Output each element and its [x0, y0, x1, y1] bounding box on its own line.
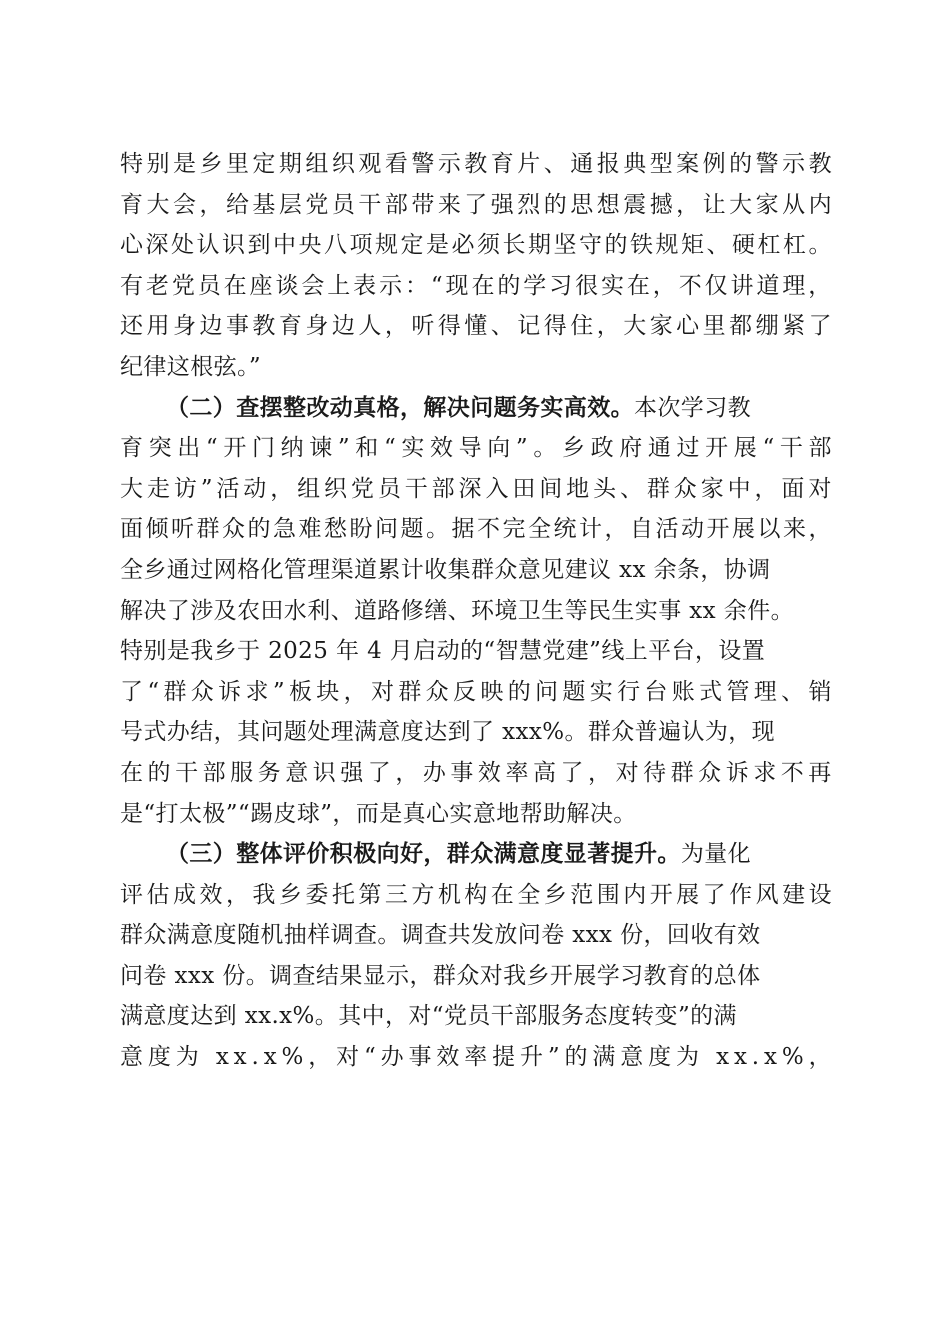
text-line: 心 深 处 认 识 到 中 央 八 项 规 定 是 必 须 长 期 坚 守 的 铁 规 矩 、 硬 杠 杠 。: [120, 232, 832, 259]
text-line: 群众满意度随机抽样调查。调查共发放问卷 xxx 份，回收有效: [120, 922, 761, 949]
text-line: 全乡通过网格化管理渠道累计收集群众意见建议 xx 余条，协调: [120, 556, 771, 583]
heading-continuation: 本次学习教: [634, 394, 751, 421]
text-line: 大 走 访 ” 活 动 ， 组 织 党 员 干 部 深 入 田 间 地 头 、 群 众 家 中 ， 面 对: [120, 475, 832, 502]
text-line-first: [120, 834, 832, 875]
text-line: 有 老 党 员 在 座 谈 会 上 表 示 ： “ 现 在 的 学 习 很 实 在 ， 不 仅 讲 道 理 ，: [120, 272, 832, 299]
text-line: 是“打太极”“踢皮球”，而是真心实意地帮助解决。: [120, 800, 637, 827]
paragraph-3: [120, 834, 832, 1078]
text-line: 育 突 出 “ 开 门 纳 谏 ” 和 “ 实 效 导 向 ” 。 乡 政 府 通 过 开 展 “ 干 部: [120, 435, 832, 462]
paragraph-1: [120, 144, 832, 388]
document-body: [120, 144, 832, 1078]
section-heading: （三）整体评价积极向好，群众满意度显著提升。: [166, 840, 681, 868]
heading-continuation: 为量化: [680, 841, 752, 868]
text-line: 在 的 干 部 服 务 意 识 强 了 ， 办 事 效 率 高 了 ， 对 待 群 众 诉 求 不 再: [120, 759, 832, 786]
text-line: 解决了涉及农田水利、道路修缮、环境卫生等民生实事 xx 余件。: [120, 597, 794, 624]
text-line: 还 用 身 边 事 教 育 身 边 人 ， 听 得 懂 、 记 得 住 ， 大 家 心 里 都 绷 紧 了: [120, 313, 832, 340]
text-line: 特别是我乡于 2025 年 4 月启动的“智慧党建”线上平台，设置: [120, 638, 766, 665]
text-line: 特 别 是 乡 里 定 期 组 织 观 看 警 示 教 育 片 、 通 报 典 型 案 例 的 警 示 教: [120, 151, 832, 177]
text-line: 育 大 会 ， 给 基 层 党 员 干 部 带 来 了 强 烈 的 思 想 震 撼 ， 让 大 家 从 内: [120, 191, 832, 218]
text-line: 评 估 成 效 ， 我 乡 委 托 第 三 方 机 构 在 全 乡 范 围 内 开 展 了 作 风 建 设: [120, 881, 832, 908]
text-line: 面 倾 听 群 众 的 急 难 愁 盼 问 题 。 据 不 完 全 统 计 ， 自 活 动 开 展 以 来 ，: [120, 516, 832, 543]
text-line: 意 度 为 x x . x % ， 对 “ 办 事 效 率 提 升 ” 的 满 意 度 为 x x . x % ，: [120, 1044, 832, 1071]
paragraph-2: [120, 388, 832, 835]
text-line: 问卷 xxx 份。调查结果显示，群众对我乡开展学习教育的总体: [120, 962, 761, 989]
text-line: 号式办结，其问题处理满意度达到了 xxx%。群众普遍认为，现: [120, 719, 776, 746]
text-line-first: [120, 388, 832, 429]
text-line: 了 “ 群 众 诉 求 ” 板 块 ， 对 群 众 反 映 的 问 题 实 行 台 账 式 管 理 、 销: [120, 678, 832, 705]
text-line: 纪律这根弦。”: [120, 353, 262, 380]
section-heading: （二）查摆整改动真格，解决问题务实高效。: [166, 393, 634, 421]
text-line: 满意度达到 xx.x%。其中，对“党员干部服务态度转变”的满: [120, 1003, 737, 1030]
